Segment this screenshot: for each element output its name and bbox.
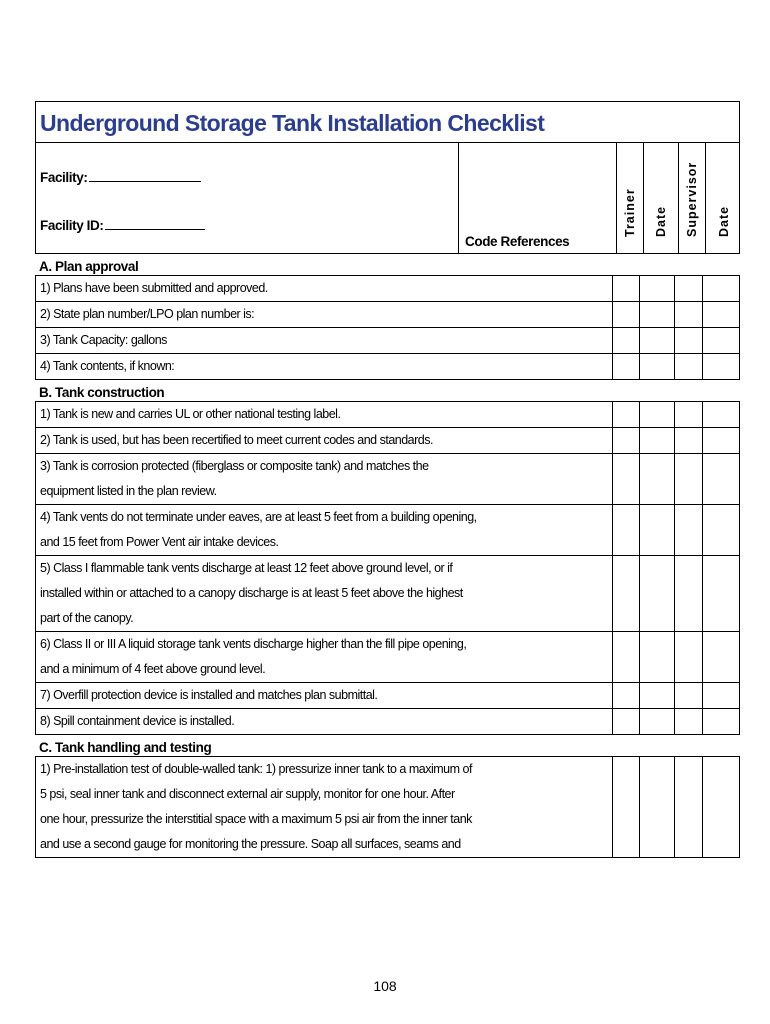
trainer-date-cell[interactable] [639, 757, 675, 857]
supervisor-checkbox[interactable] [674, 556, 702, 631]
facility-blank-line[interactable] [89, 169, 201, 182]
trainer-checkbox[interactable] [612, 556, 639, 631]
checklist-item-line: 8) Spill containment device is installed. [40, 714, 235, 728]
facility-label: Facility: [40, 170, 88, 185]
checklist-item-line: 1) Pre-installation test of double-walled tank: 1) pressurize inner tank to a maximum of [40, 762, 472, 776]
checklist-item-line: 3) Tank is corrosion protected (fiberglass or composite tank) and matches the [40, 459, 429, 473]
checklist-item-text [35, 354, 612, 379]
checklist-item-line: installed within or attached to a canopy discharge is at least 5 feet above the highest [40, 586, 463, 600]
trainer-date-cell[interactable] [639, 505, 675, 555]
checklist-table [35, 756, 740, 858]
section-title: B. Tank construction [39, 385, 165, 400]
checklist-item [35, 683, 740, 709]
checklist-item-line: and a minimum of 4 feet above ground level. [40, 662, 266, 676]
supervisor-checkbox[interactable] [674, 354, 702, 379]
trainer-date-cell[interactable] [639, 328, 675, 353]
supervisor-checkbox[interactable] [674, 709, 702, 734]
document-title: Underground Storage Tank Installation Checklist [40, 110, 545, 136]
checklist-item-text [35, 505, 612, 555]
trainer-date-cell[interactable] [639, 454, 675, 504]
checklist-item-line: 1) Plans have been submitted and approved. [40, 281, 268, 295]
checklist-item-text [35, 757, 612, 857]
trainer-date-cell[interactable] [639, 402, 675, 427]
trainer-checkbox[interactable] [612, 757, 639, 857]
trainer-column-header [616, 142, 643, 253]
supervisor-date-cell[interactable] [702, 632, 740, 682]
supervisor-date-cell[interactable] [702, 709, 740, 734]
supervisor-checkbox[interactable] [674, 402, 702, 427]
supervisor-checkbox[interactable] [674, 428, 702, 453]
supervisor-checkbox[interactable] [674, 276, 702, 301]
section-title: C. Tank handling and testing [39, 740, 212, 755]
checklist-item-line: 2) Tank is used, but has been recertified to meet current codes and standards. [40, 433, 433, 447]
checklist-item-line: 7) Overfill protection device is installed and matches plan submittal. [40, 688, 378, 702]
checklist-item-text [35, 328, 612, 353]
checklist-item-line: and 15 feet from Power Vent air intake devices. [40, 535, 279, 549]
checklist-item-text [35, 454, 612, 504]
checklist-item-line: 4) Tank vents do not terminate under eaves, are at least 5 feet from a building opening, [40, 510, 477, 524]
section-title: A. Plan approval [39, 259, 139, 274]
checklist-item-line: 6) Class II or III A liquid storage tank vents discharge higher than the fill pipe opening, [40, 637, 467, 651]
supervisor-date-cell[interactable] [702, 302, 740, 327]
checklist-item-line: one hour, pressurize the interstitial space with a maximum 5 psi air from the inner tank [40, 812, 472, 826]
supervisor-date-cell[interactable] [702, 757, 740, 857]
supervisor-checkbox[interactable] [674, 328, 702, 353]
supervisor-checkbox[interactable] [674, 757, 702, 857]
trainer-checkbox[interactable] [612, 354, 639, 379]
checklist-item [35, 709, 740, 734]
facility-id-blank-line[interactable] [105, 217, 205, 230]
checklist-table [35, 401, 740, 735]
checklist-item-line: 5) Class I flammable tank vents discharge at least 12 feet above ground level, or if [40, 561, 453, 575]
trainer-date-cell[interactable] [639, 556, 675, 631]
checklist-item [35, 505, 740, 556]
trainer-checkbox[interactable] [612, 402, 639, 427]
supervisor-date-cell[interactable] [702, 428, 740, 453]
checklist-item-line: 4) Tank contents, if known: [40, 359, 175, 373]
supervisor-checkbox[interactable] [674, 302, 702, 327]
checklist-item [35, 632, 740, 683]
trainer-checkbox[interactable] [612, 454, 639, 504]
checklist-item [35, 428, 740, 454]
trainer-checkbox[interactable] [612, 328, 639, 353]
trainer-date-cell[interactable] [639, 683, 675, 708]
checklist-item [35, 276, 740, 302]
checklist-item [35, 328, 740, 354]
supervisor-column-label: Supervisor [685, 161, 699, 237]
trainer-date-cell[interactable] [639, 276, 675, 301]
facility-field[interactable] [40, 169, 201, 185]
trainer-date-column-label: Date [654, 205, 668, 237]
trainer-checkbox[interactable] [612, 302, 639, 327]
trainer-date-cell[interactable] [639, 428, 675, 453]
supervisor-date-cell[interactable] [702, 454, 740, 504]
checklist-item-text [35, 428, 612, 453]
supervisor-date-cell[interactable] [702, 683, 740, 708]
checklist-item [35, 556, 740, 632]
trainer-date-cell[interactable] [639, 709, 675, 734]
supervisor-checkbox[interactable] [674, 505, 702, 555]
trainer-date-cell[interactable] [639, 302, 675, 327]
trainer-checkbox[interactable] [612, 683, 639, 708]
supervisor-checkbox[interactable] [674, 683, 702, 708]
trainer-checkbox[interactable] [612, 709, 639, 734]
checklist-item [35, 302, 740, 328]
supervisor-date-cell[interactable] [702, 556, 740, 631]
supervisor-date-column-label: Date [716, 205, 731, 237]
checklist-item-text [35, 556, 612, 631]
supervisor-date-cell[interactable] [702, 354, 740, 379]
checklist-item-text [35, 302, 612, 327]
page-number: 108 [373, 978, 397, 994]
checklist-item [35, 402, 740, 428]
checklist-item [35, 757, 740, 857]
checklist-item-line: part of the canopy. [40, 611, 134, 625]
checklist-sheet [35, 101, 740, 858]
trainer-checkbox[interactable] [612, 505, 639, 555]
supervisor-checkbox[interactable] [674, 454, 702, 504]
checklist-item [35, 454, 740, 505]
supervisor-date-column-header [705, 142, 741, 253]
checklist-item-text [35, 276, 612, 301]
checklist-item-line: 3) Tank Capacity: gallons [40, 333, 167, 347]
checklist-item-line: and use a second gauge for monitoring the pressure. Soap all surfaces, seams and [40, 837, 461, 851]
checklist-header [35, 101, 740, 254]
facility-id-field[interactable] [40, 217, 205, 233]
checklist-item-text [35, 632, 612, 682]
trainer-checkbox[interactable] [612, 632, 639, 682]
checklist-item-line: 2) State plan number/LPO plan number is: [40, 307, 255, 321]
supervisor-column-header [678, 142, 705, 253]
checklist-item-text [35, 683, 612, 708]
trainer-checkbox[interactable] [612, 428, 639, 453]
checklist-sections [35, 254, 740, 858]
supervisor-date-cell[interactable] [702, 276, 740, 301]
trainer-date-cell[interactable] [639, 354, 675, 379]
supervisor-date-cell[interactable] [702, 402, 740, 427]
facility-id-label: Facility ID: [40, 218, 104, 233]
trainer-date-column-header [643, 142, 678, 253]
checklist-item-line: equipment listed in the plan review. [40, 484, 217, 498]
trainer-date-cell[interactable] [639, 632, 675, 682]
trainer-column-label: Trainer [623, 188, 637, 237]
code-references-label: Code References [465, 234, 570, 249]
checklist-item [35, 354, 740, 379]
supervisor-date-cell[interactable] [702, 505, 740, 555]
checklist-item-line: 5 psi, seal inner tank and disconnect external air supply, monitor for one hour. After [40, 787, 455, 801]
checklist-item-text [35, 709, 612, 734]
checklist-item-text [35, 402, 612, 427]
checklist-item-line: 1) Tank is new and carries UL or other national testing label. [40, 407, 341, 421]
supervisor-date-cell[interactable] [702, 328, 740, 353]
trainer-checkbox[interactable] [612, 276, 639, 301]
supervisor-checkbox[interactable] [674, 632, 702, 682]
checklist-table [35, 275, 740, 380]
